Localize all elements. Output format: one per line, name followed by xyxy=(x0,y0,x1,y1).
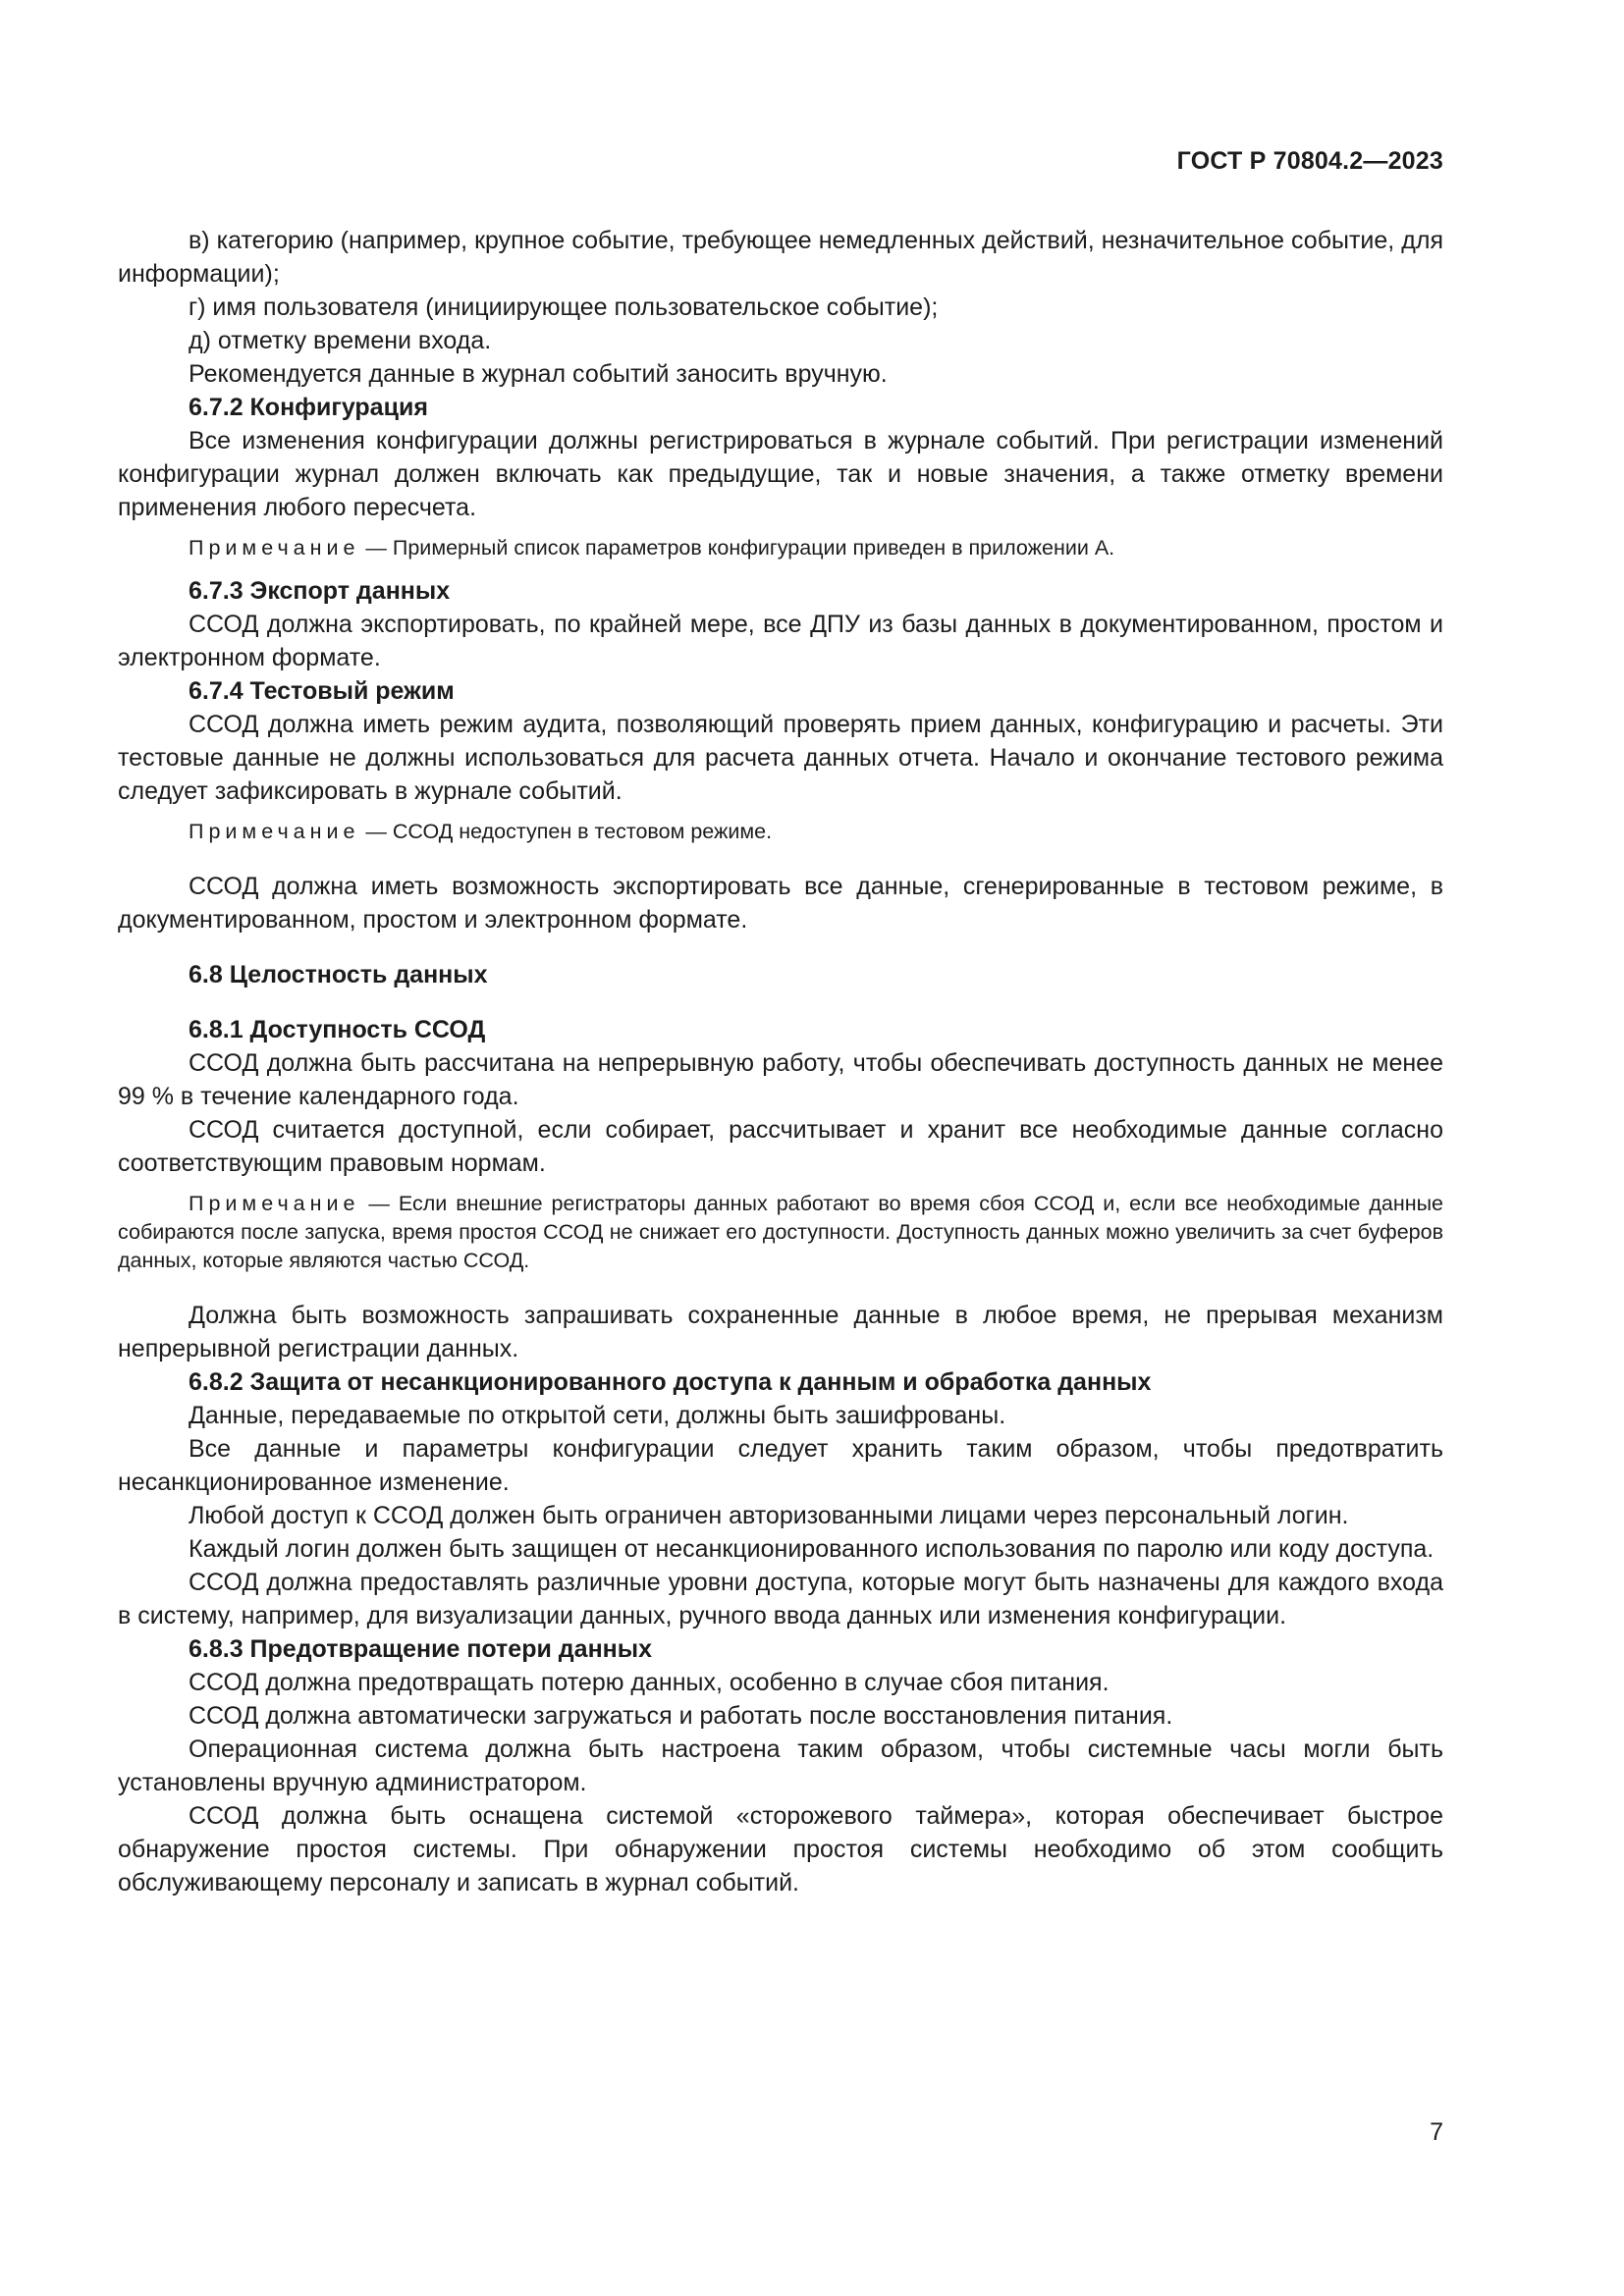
paragraph: Должна быть возможность запрашивать сохраненные данные в любое время, не прерывая механизм непрерывной регистрации данных. xyxy=(118,1302,1443,1362)
paragraph: д) отметку времени входа. xyxy=(189,327,492,354)
note xyxy=(118,818,1443,846)
section-heading-6-8-2: 6.8.2 Защита от несанкционированного доступа к данным и обработка данных xyxy=(189,1368,1152,1396)
paragraph: ССОД должна автоматически загружаться и работать после восстановления питания. xyxy=(189,1702,1173,1730)
paragraph: в) категорию (например, крупное событие, требующее немедленных действий, незначительное событие, для информации); xyxy=(118,227,1443,288)
paragraph: Рекомендуется данные в журнал событий заносить вручную. xyxy=(189,360,888,388)
note xyxy=(118,534,1443,562)
section-heading-6-8: 6.8 Целостность данных xyxy=(189,961,488,988)
paragraph: ССОД должна иметь возможность экспортировать все данные, сгенерированные в тестовом режиме, в документированном, простом и электронном формате. xyxy=(118,873,1443,934)
paragraph: ССОД должна предотвращать потерю данных, особенно в случае сбоя питания. xyxy=(189,1669,1110,1696)
section-heading-6-7-3: 6.7.3 Экспорт данных xyxy=(189,577,451,605)
paragraph: ССОД должна экспортировать, по крайней мере, все ДПУ из базы данных в документированном, простом и электронном формате. xyxy=(118,611,1443,671)
note-text: — Примерный список параметров конфигурации приведен в приложении А. xyxy=(359,536,1115,560)
paragraph: Операционная система должна быть настроена таким образом, чтобы системные часы могли быть установлены вручную администратором. xyxy=(118,1735,1443,1796)
note xyxy=(118,1190,1443,1275)
note-label: Примечание xyxy=(189,820,360,843)
note-text: — Если внешние регистраторы данных работают во время сбоя ССОД и, если все необходимые данные собираются после запуска, время простоя ССОД не снижает его доступности. Доступность данных можно увеличить за счет буферов данных, которые являются частью ССОД. xyxy=(118,1192,1443,1272)
document-body xyxy=(118,224,1443,1899)
note-label: Примечание xyxy=(189,536,360,560)
paragraph: ССОД должна иметь режим аудита, позволяющий проверять прием данных, конфигурацию и расчеты. Эти тестовые данные не должны использоваться для расчета данных отчета. Начало и окончание тестового режима следует зафиксировать в журнале событий. xyxy=(118,711,1443,805)
paragraph: Все изменения конфигурации должны регистрироваться в журнале событий. При регистрации изменений конфигурации журнал должен включать как предыдущие, так и новые значения, а также отметку времени применения любого пересчета. xyxy=(118,427,1443,521)
paragraph: Любой доступ к ССОД должен быть ограничен авторизованными лицами через персональный логин. xyxy=(189,1502,1349,1529)
note-label: Примечание xyxy=(189,1192,360,1215)
paragraph: Каждый логин должен быть защищен от несанкционированного использования по паролю или коду доступа. xyxy=(189,1535,1435,1563)
page-number: 7 xyxy=(1430,2118,1443,2146)
paragraph: Данные, передаваемые по открытой сети, должны быть зашифрованы. xyxy=(189,1402,1006,1429)
document-header: ГОСТ Р 70804.2—2023 xyxy=(1176,147,1443,175)
section-heading-6-8-1: 6.8.1 Доступность ССОД xyxy=(189,1016,486,1043)
paragraph: г) имя пользователя (инициирующее пользовательское событие); xyxy=(189,294,939,321)
section-heading-6-7-4: 6.7.4 Тестовый режим xyxy=(189,677,455,705)
section-heading-6-8-3: 6.8.3 Предотвращение потери данных xyxy=(189,1635,653,1663)
document-page xyxy=(118,0,1443,2296)
paragraph: ССОД считается доступной, если собирает, рассчитывает и хранит все необходимые данные согласно соответствующим правовым нормам. xyxy=(118,1116,1443,1177)
paragraph: Все данные и параметры конфигурации следует хранить таким образом, чтобы предотвратить несанкционированное изменение. xyxy=(118,1435,1443,1496)
paragraph: ССОД должна предоставлять различные уровни доступа, которые могут быть назначены для каждого входа в систему, например, для визуализации данных, ручного ввода данных или изменения конфигурации. xyxy=(118,1569,1443,1629)
paragraph: ССОД должна быть оснащена системой «сторожевого таймера», которая обеспечивает быстрое обнаружение простоя системы. При обнаружении простоя системы необходимо об этом сообщить обслуживающему персоналу и записать в журнал событий. xyxy=(118,1802,1443,1896)
section-heading-6-7-2: 6.7.2 Конфигурация xyxy=(189,394,428,421)
paragraph: ССОД должна быть рассчитана на непрерывную работу, чтобы обеспечивать доступность данных не менее 99 % в течение календарного года. xyxy=(118,1049,1443,1110)
note-text: — ССОД недоступен в тестовом режиме. xyxy=(359,820,773,843)
